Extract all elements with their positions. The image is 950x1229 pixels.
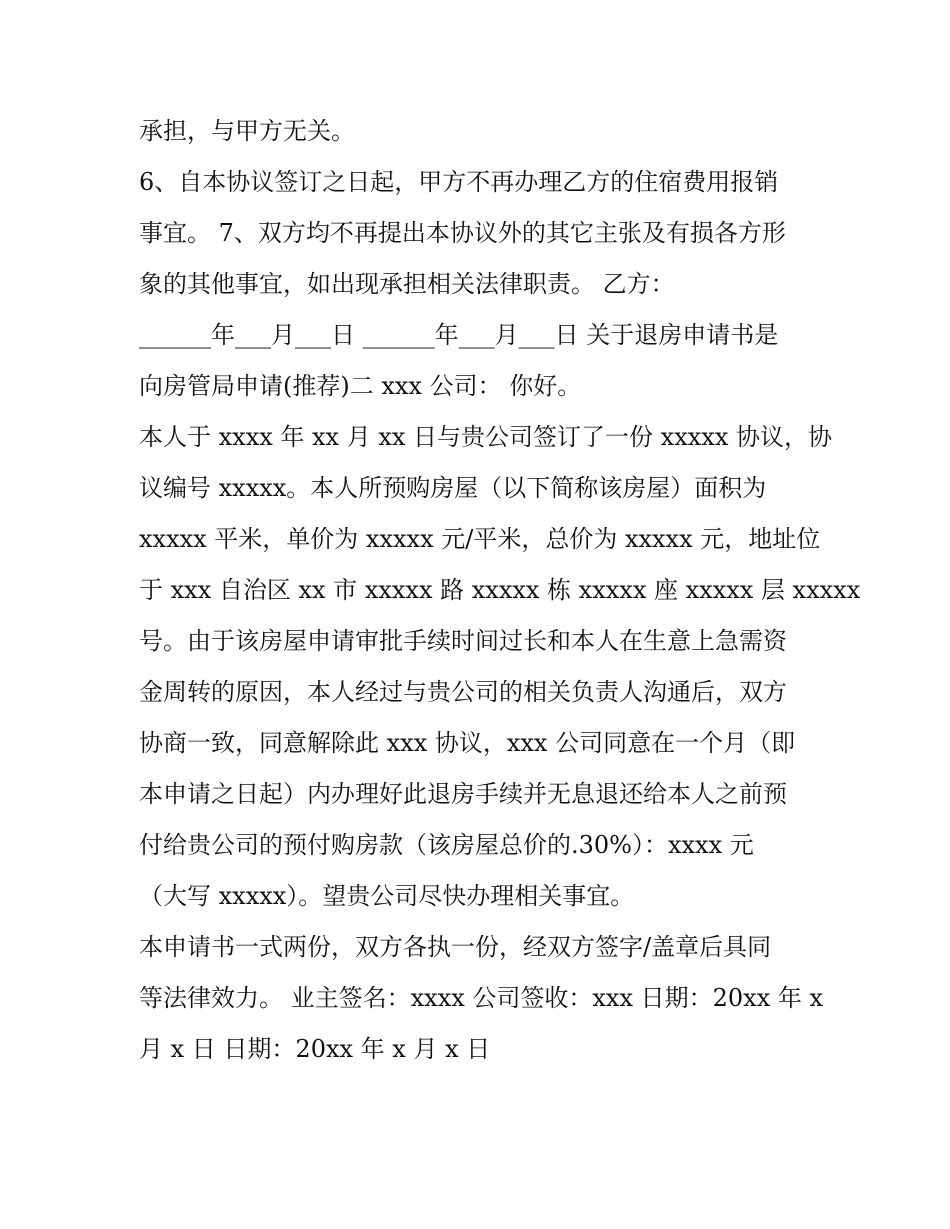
text-line: 本人于 xxxx 年 xx 月 xx 日与贵公司签订了一份 xxxxx 协议，协 <box>139 423 832 451</box>
text-line: 本申请之日起）内办理好此退房手续并无息退还给本人之前预 <box>139 780 787 808</box>
document-body <box>139 106 861 1075</box>
text-line: 本申请书一式两份，双方各执一份，经双方签字/盖章后具同 <box>139 933 772 961</box>
text-line: 于 xxx 自治区 xx 市 xxxxx 路 xxxxx 栋 xxxxx 座 xxxxx 层 xxxxx <box>139 576 861 604</box>
text-line: 事宜。 7、双方均不再提出本协议外的其它主张及有损各方形 <box>139 219 786 247</box>
text-line: ______年___月___日 ______年___月___日 关于退房申请书是 <box>139 321 779 349</box>
text-line: 金周转的原因，本人经过与贵公司的相关负责人沟通后，双方 <box>139 678 787 706</box>
text-line: 承担，与甲方无关。 <box>139 117 355 145</box>
text-line: 协商一致，同意解除此 xxx 协议，xxx 公司同意在一个月（即 <box>139 729 796 757</box>
text-line: 付给贵公司的预付购房款（该房屋总价的.30%）：xxxx 元 <box>139 831 754 859</box>
text-line: xxxxx 平米，单价为 xxxxx 元/平米，总价为 xxxxx 元，地址位 <box>139 525 821 553</box>
text-line: 等法律效力。 业主签名：xxxx 公司签收：xxx 日期：20xx 年 x <box>139 984 824 1012</box>
text-line: 号。由于该房屋申请审批手续时间过长和本人在生意上急需资 <box>139 627 787 655</box>
text-line: 议编号 xxxxx。本人所预购房屋（以下简称该房屋）面积为 <box>139 474 767 502</box>
text-line: 月 x 日 日期：20xx 年 x 月 x 日 <box>139 1035 491 1063</box>
text-line: 6、自本协议签订之日起，甲方不再办理乙方的住宿费用报销 <box>139 168 779 196</box>
text-line: 象的其他事宜，如出现承担相关法律职责。 乙方： <box>139 270 675 298</box>
text-line: 向房管局申请(推荐)二 xxx 公司： 你好。 <box>139 372 582 400</box>
text-line: （大写 xxxxx）。望贵公司尽快办理相关事宜。 <box>139 882 635 910</box>
